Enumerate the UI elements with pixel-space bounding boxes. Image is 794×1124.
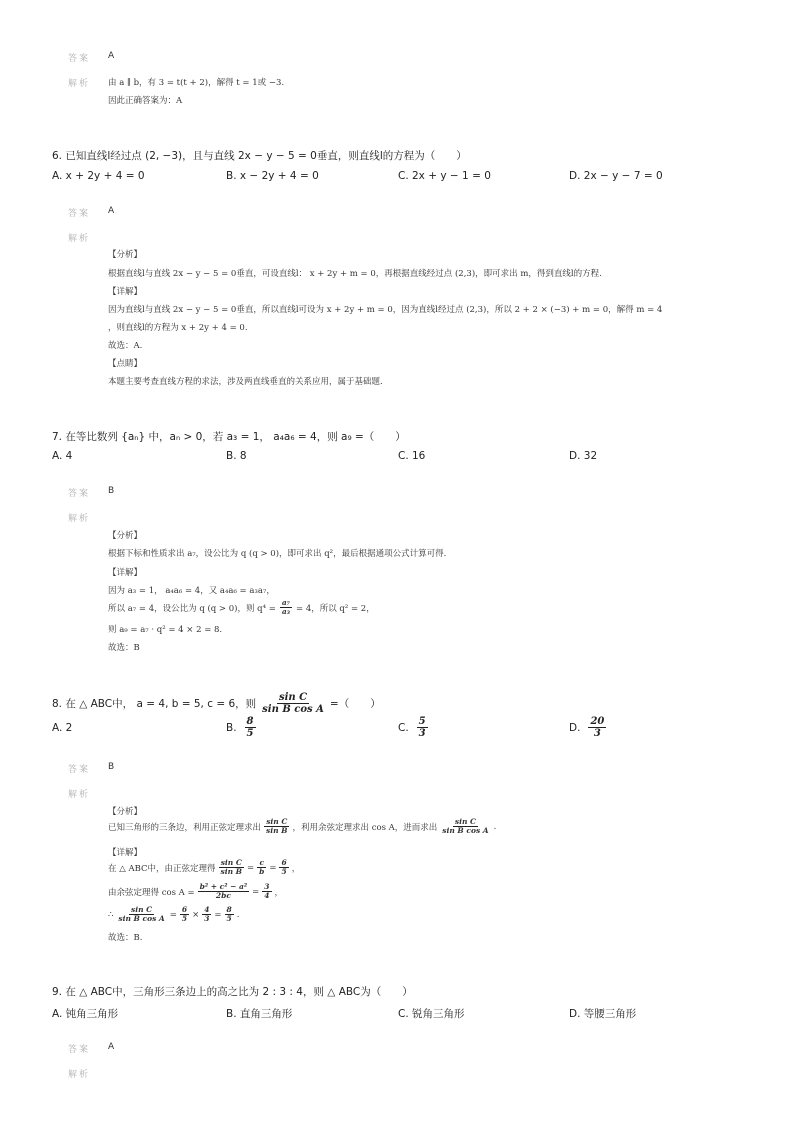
option-label: B. [226,721,237,734]
analysis-text: 由余弦定理得 cos A = [108,887,195,898]
analysis-line: 【分析】 [108,250,143,260]
analysis-line: 因为 a₃ = 1， a₄a₆ = 4，又 a₄a₆ = a₃a₇， [108,586,275,596]
analysis-label: 解析 [68,79,91,89]
analysis-label: 解析 [68,1070,91,1080]
denominator: 2bc [215,891,231,901]
fraction [279,859,288,877]
denominator: sin B cos A [262,704,324,715]
numerator: 8 [226,905,232,914]
q8-option-a: A. 2 [52,722,73,734]
stem-text: 8. 在 △ ABC中， a = 4, b = 5, c = 6，则 [52,698,257,710]
analysis-line: 故选：A. [108,341,143,351]
stem-text: =（ ） [329,698,381,710]
fraction [260,692,326,715]
denominator: sin B [266,826,288,836]
option-label: C. [398,721,409,734]
analysis-line: 因为直线l与直线 2x − y − 5 = 0垂直，所以直线l可设为 x + 2y + m = 0，因为直线l经过点 (2,3)，所以 2 + 2 × (−3) + m = 0，解得 m = 4 [108,305,663,315]
analysis-line: 【分析】 [108,807,143,817]
denominator: sin B [220,867,242,877]
question-9-stem: 9. 在 △ ABC中，三角形三条边上的高之比为 2 : 3 : 4，则 △ ABC为（ ） [52,986,413,998]
analysis-line: 【详解】 [108,287,143,297]
question-8-stem [52,692,381,715]
answer-label: 答案 [68,489,91,499]
numerator: 20 [590,716,605,727]
analysis-line: 故选：B [108,643,140,653]
analysis-line: 【详解】 [108,568,143,578]
analysis-line: 【详解】 [108,848,143,858]
q9-option-c: C. 锐角三角形 [398,1008,465,1020]
denominator: 5 [181,914,188,924]
numerator: b² + c² − a² [199,882,248,891]
analysis-line: 根据直线l与直线 2x − y − 5 = 0垂直，可设直线l： x + 2y + m = 0，再根据直线经过点 (2,3)，即可求出 m，得到直线l的方程. [108,269,602,279]
numerator: sin C [278,692,308,703]
answer-value: A [108,1042,115,1052]
analysis-label: 解析 [68,234,91,244]
analysis-label: 解析 [68,514,91,524]
fraction [588,716,606,739]
q9-option-b: B. 直角三角形 [226,1008,293,1020]
denominator: 3 [418,728,426,739]
fraction [440,818,490,836]
fraction [202,906,211,924]
fraction [180,906,189,924]
fraction [264,818,289,836]
analysis-label: 解析 [68,790,91,800]
analysis-text: 已知三角形的三条边，利用正弦定理求出 [108,822,262,833]
q9-option-a: A. 钝角三角形 [52,1008,119,1020]
analysis-text: = 4，所以 q² = 2， [296,603,375,614]
numerator: 5 [418,716,426,727]
denominator: 3 [204,914,210,924]
numerator: 3 [264,882,270,891]
denominator: 3 [593,728,601,739]
analysis-line-fraction [108,906,239,924]
analysis-text: × [192,909,200,920]
fraction [245,716,256,739]
answer-value: B [108,486,115,496]
q6-option-b: B. x − 2y + 4 = 0 [226,170,319,182]
q7-option-a: A. 4 [52,450,73,462]
analysis-line: 【分析】 [108,531,143,541]
denominator: 5 [246,728,254,739]
numerator: sin C [266,817,288,826]
analysis-line-fraction [108,599,375,617]
analysis-line: 因此正确答案为：A [108,96,183,106]
question-6-stem: 6. 已知直线l经过点 (2, −3)，且与直线 2x − y − 5 = 0垂直，则直线l的方程为（ ） [52,150,467,162]
analysis-line: 故选：B. [108,933,143,943]
fraction [225,906,234,924]
analysis-text: = [169,909,177,920]
numerator: c [259,858,265,867]
numerator: sin C [131,905,153,914]
answer-label: 答案 [68,1045,91,1055]
denominator: a₃ [281,607,290,617]
analysis-text: = [246,862,255,873]
analysis-text: 在 △ ABC中，由正弦定理得 [108,863,216,874]
analysis-text: = [252,886,260,897]
answer-value: B [108,762,115,772]
q6-option-c: C. 2x + y − 1 = 0 [398,170,491,182]
analysis-text: ， [291,863,301,874]
analysis-line: 【点睛】 [108,359,143,369]
denominator: sin B cos A [118,914,165,924]
q8-option-b [226,716,256,739]
fraction [198,883,250,901]
analysis-text: . [236,909,240,920]
analysis-line: 由 a ∥ b，有 3 = t(t + 2)，解得 t = 1或 −3. [108,78,285,88]
analysis-line: 则 a₉ = a₇ · q² = 4 × 2 = 8. [108,625,223,635]
analysis-line-fraction [108,859,300,877]
denominator: sin B cos A [442,826,489,836]
analysis-text: 所以 a₇ = 4，设公比为 q (q > 0)，则 q⁴ = [108,603,276,614]
denominator: 5 [281,867,287,877]
analysis-text: ， [274,887,284,898]
denominator: b [259,867,265,877]
analysis-text: ∴ [108,909,114,920]
answer-label: 答案 [68,54,91,64]
fraction [417,716,428,739]
q8-option-c [398,716,428,739]
fraction [280,599,292,617]
analysis-text: . [493,821,497,832]
analysis-line: ，则直线l的方程为 x + 2y + 4 = 0. [108,323,248,333]
numerator: 6 [281,858,287,867]
analysis-text: ，利用余弦定理求出 cos A，进而求出 [292,822,438,833]
fraction [257,859,266,877]
answer-label: 答案 [68,765,91,775]
q7-option-c: C. 16 [398,450,426,462]
question-7-stem: 7. 在等比数列 {aₙ} 中，aₙ > 0，若 a₃ = 1， a₄a₆ = 4，则 a₉ =（ ） [52,431,406,443]
analysis-line: 根据下标和性质求出 a₇，设公比为 q (q > 0)，即可求出 q²，最后根据通项公式计算可得. [108,549,447,559]
answer-value: A [108,206,115,216]
q7-option-b: B. 8 [226,450,247,462]
numerator: a₇ [281,598,290,607]
option-label: D. [569,721,581,734]
fraction [262,883,271,901]
q7-option-d: D. 32 [569,450,598,462]
denominator: 5 [226,914,232,924]
analysis-text: = [269,862,277,873]
numerator: sin C [220,858,242,867]
q6-option-d: D. 2x − y − 7 = 0 [569,170,663,182]
analysis-line-fraction [108,818,496,836]
numerator: 6 [181,905,188,914]
numerator: 4 [204,905,210,914]
numerator: 8 [246,716,254,727]
analysis-line-fraction [108,883,283,901]
analysis-line: 本题主要考查直线方程的求法，涉及两直线垂直的关系应用，属于基础题. [108,377,383,387]
numerator: sin C [454,817,476,826]
q6-option-a: A. x + 2y + 4 = 0 [52,170,145,182]
fraction [116,906,166,924]
analysis-text: = [214,909,222,920]
answer-label: 答案 [68,209,91,219]
answer-value: A [108,51,115,61]
fraction [219,859,244,877]
q9-option-d: D. 等腰三角形 [569,1008,637,1020]
denominator: 4 [264,891,270,901]
q8-option-d [569,716,606,739]
